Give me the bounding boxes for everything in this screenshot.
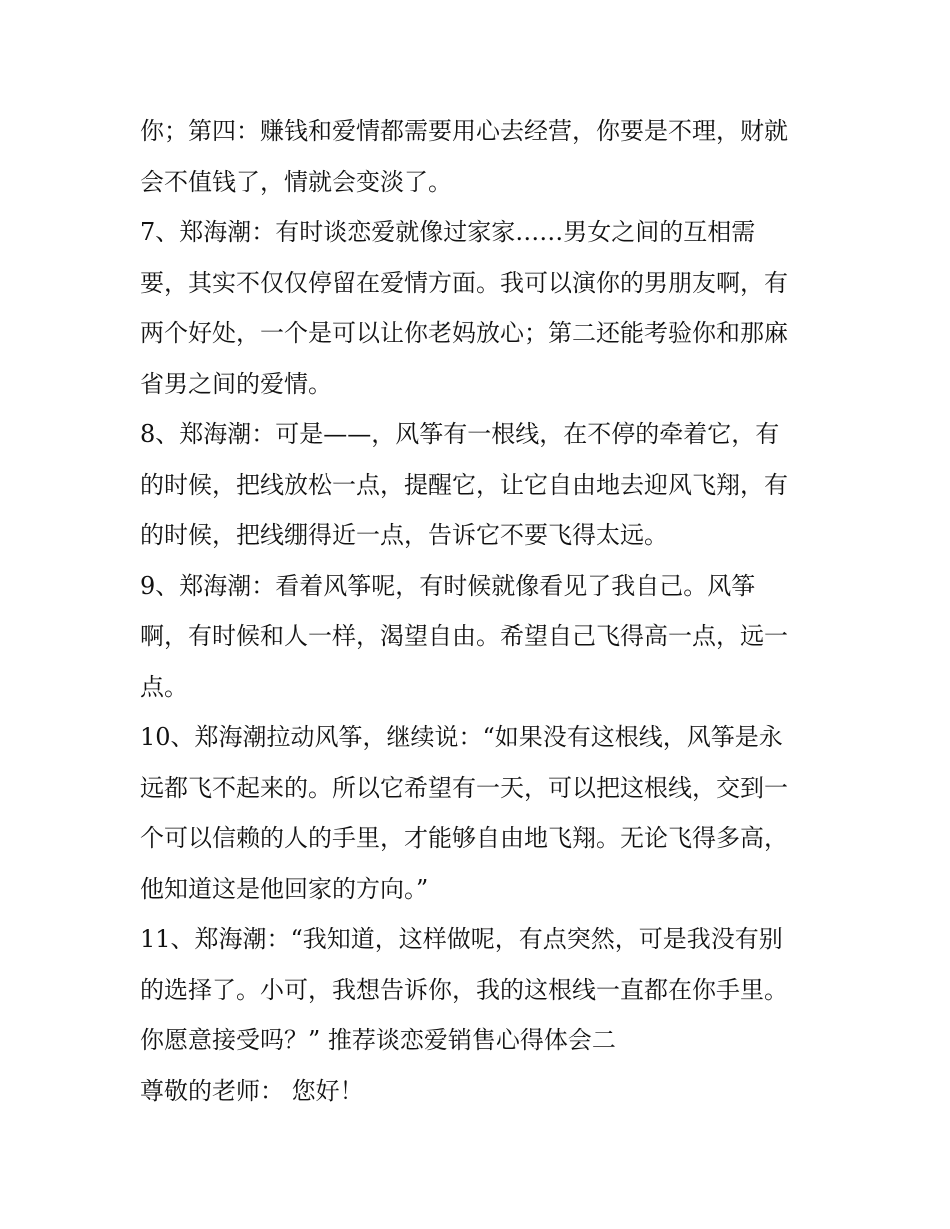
text-line: 11、郑海潮：“我知道，这样做呢，有点突然，可是我没有别 xyxy=(140,925,783,953)
text-line: 个可以信赖的人的手里，才能够自由地飞翔。无论飞得多高， xyxy=(140,824,788,852)
text-line: 9、郑海潮：看着风筝呢，有时候就像看见了我自己。风筝 xyxy=(140,571,756,600)
text-line: 远都飞不起来的。所以它希望有一天，可以把这根线，交到一 xyxy=(140,773,788,802)
text-line: 的时候，把线绷得近一点，告诉它不要飞得太远。 xyxy=(140,521,668,549)
text-line: 两个好处，一个是可以让你老妈放心；第二还能考验你和那麻 xyxy=(140,319,788,347)
text-line: 尊敬的老师： 您好！ xyxy=(140,1076,364,1105)
text-line: 啊，有时候和人一样，渴望自由。希望自己飞得高一点，远一 xyxy=(140,622,788,650)
text-line: 的选择了。小可，我想告诉你，我的这根线一直都在你手里。 xyxy=(140,975,788,1004)
document-body xyxy=(140,106,820,1116)
text-line: 7、郑海潮：有时谈恋爱就像过家家……男女之间的互相需 xyxy=(140,218,756,246)
text-line: 10、郑海潮拉动风筝，继续说：“如果没有这根线，风筝是永 xyxy=(140,723,783,751)
text-line: 省男之间的爱情。 xyxy=(140,369,332,398)
text-line: 会不值钱了，情就会变淡了。 xyxy=(140,167,452,196)
text-line: 的时候，把线放松一点，提醒它，让它自由地去迎风飞翔，有 xyxy=(140,470,788,499)
text-line: 你；第四：赚钱和爱情都需要用心去经营，你要是不理，财就 xyxy=(140,117,788,145)
text-line: 点。 xyxy=(140,672,188,701)
text-line: 要，其实不仅仅停留在爱情方面。我可以演你的男朋友啊，有 xyxy=(140,268,788,297)
text-line: 他知道这是他回家的方向。” xyxy=(140,874,429,903)
text-line: 你愿意接受吗？” 推荐谈恋爱销售心得体会二 xyxy=(140,1026,616,1054)
text-line: 8、郑海潮：可是——，风筝有一根线，在不停的牵着它，有 xyxy=(140,420,780,448)
